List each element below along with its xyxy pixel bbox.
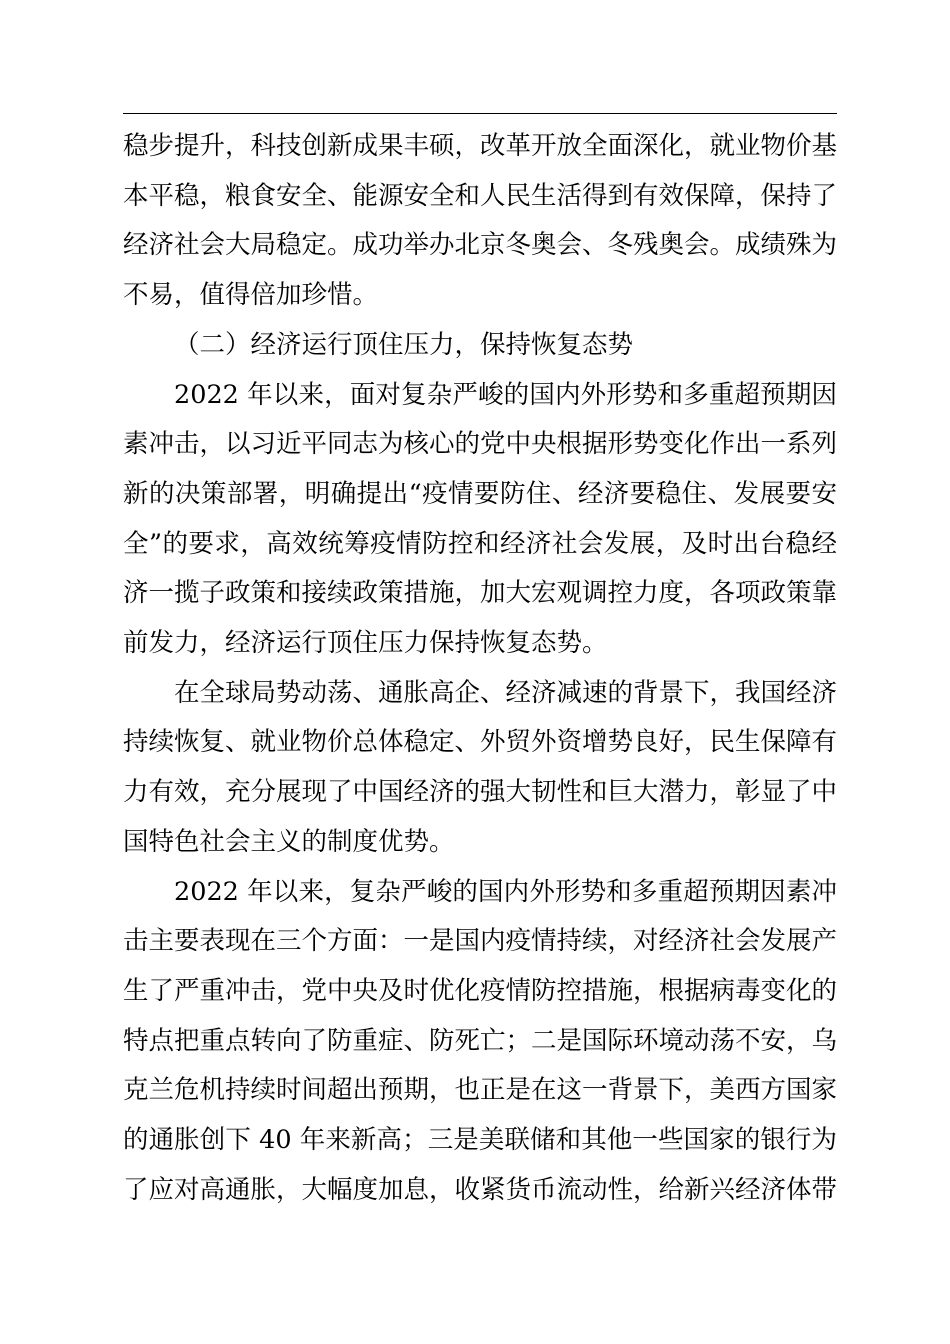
- text-line: 了应对高通胀，大幅度加息，收紧货币流动性，给新兴经济体带: [123, 1174, 838, 1205]
- text-line: 国特色社会主义的制度优势。: [123, 826, 455, 857]
- text-line: 在全球局势动荡、通胀高企、经济减速的背景下，我国经济: [174, 677, 838, 708]
- text-line: 素冲击，以习近平同志为核心的党中央根据形势变化作出一系列: [123, 429, 838, 460]
- text-line: 力有效，充分展现了中国经济的强大韧性和巨大潜力，彰显了中: [123, 777, 838, 808]
- text-line: 稳步提升，科技创新成果丰硕，改革开放全面深化，就业物价基: [123, 131, 838, 161]
- text-line: 全”的要求，高效统筹疫情防控和经济社会发展，及时出台稳经: [123, 528, 837, 559]
- text-line: 2022 年以来，面对复杂严峻的国内外形势和多重超预期因: [174, 379, 837, 410]
- header-rule: [123, 113, 837, 114]
- text-line: 击主要表现在三个方面：一是国内疫情持续，对经济社会发展产: [123, 926, 838, 957]
- text-line: 特点把重点转向了防重症、防死亡；二是国际环境动荡不安，乌: [123, 1025, 838, 1056]
- text-line: 不易，值得倍加珍惜。: [123, 280, 379, 311]
- text-line: 前发力，经济运行顶住压力保持恢复态势。: [123, 628, 608, 658]
- text-line: 持续恢复、就业物价总体稳定、外贸外资增势良好，民生保障有: [123, 727, 838, 758]
- text-line: 克兰危机持续时间超出预期，也正是在这一背景下，美西方国家: [123, 1075, 838, 1106]
- text-line: 新的决策部署，明确提出“疫情要防住、经济要稳住、发展要安: [123, 478, 837, 509]
- text-line: 本平稳，粮食安全、能源安全和人民生活得到有效保障，保持了: [123, 180, 838, 211]
- text-line: 生了严重冲击，党中央及时优化疫情防控措施，根据病毒变化的: [123, 975, 838, 1006]
- text-line: 济一揽子政策和接续政策措施，加大宏观调控力度，各项政策靠: [123, 578, 838, 609]
- text-line: 经济社会大局稳定。成功举办北京冬奥会、冬残奥会。成绩殊为: [123, 230, 838, 261]
- text-line: 2022 年以来，复杂严峻的国内外形势和多重超预期因素冲: [174, 876, 837, 907]
- section-heading: （二）经济运行顶住压力，保持恢复态势: [174, 329, 634, 360]
- text-line: 的通胀创下 40 年来新高；三是美联储和其他一些国家的银行为: [123, 1125, 837, 1155]
